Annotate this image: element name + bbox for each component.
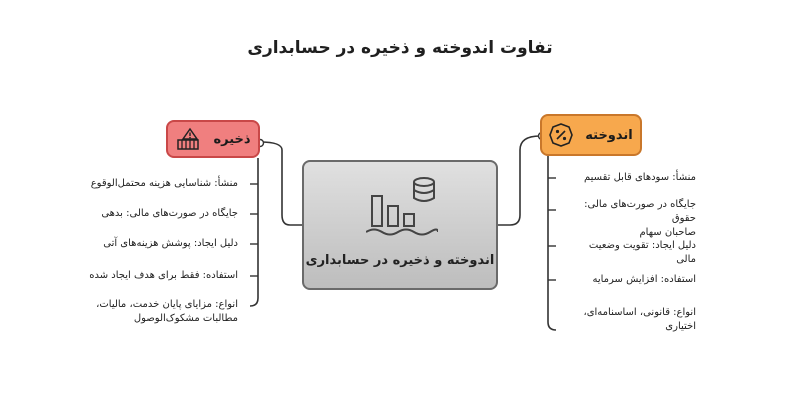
right-branch-label: اندوخته: [585, 127, 633, 143]
left-item-reason: دلیل ایجاد: پوشش هزینه‌های آتی: [103, 238, 238, 249]
center-to-right-connector: [498, 136, 540, 225]
center-node: [302, 160, 498, 290]
left-item-usage: استفاده: فقط برای هدف ایجاد شده: [89, 270, 238, 281]
right-item-usage: استفاده: افزایش سرمایه: [592, 274, 696, 285]
left-item-types: انواع: مزایای پایان خدمت، مالیات، مطالبات مشکوک‌الوصول: [96, 299, 238, 324]
right-item-reason: دلیل ایجاد: تقویت وضعیت مالی: [588, 240, 696, 265]
left-branch-label: ذخیره: [213, 131, 251, 147]
right-item-placement: جایگاه در صورت‌های مالی: حقوق صاحبان سهام: [584, 199, 696, 238]
right-list-line: [548, 156, 556, 330]
bars-coins-water-icon: [366, 176, 438, 238]
left-item-placement: جایگاه در صورت‌های مالی: بدهی: [101, 208, 238, 219]
left-list-line: [250, 158, 258, 306]
right-branch-node: [540, 114, 642, 156]
center-to-left-connector: [260, 142, 302, 225]
left-item-origin: منشأ: شناسایی هزینه محتمل‌الوقوع: [90, 178, 238, 189]
warning-box-icon: [175, 127, 201, 151]
percent-icon: [549, 123, 573, 147]
left-branch-node: [166, 120, 260, 158]
page-title: تفاوت اندوخته و ذخیره در حسابداری: [247, 38, 553, 58]
right-item-origin: منشأ: سودهای قابل تقسیم: [583, 172, 696, 183]
right-item-types: انواع: قانونی، اساسنامه‌ای، اختیاری: [583, 307, 696, 332]
center-node-label: اندوخته و ذخیره در حسابداری: [305, 253, 495, 268]
